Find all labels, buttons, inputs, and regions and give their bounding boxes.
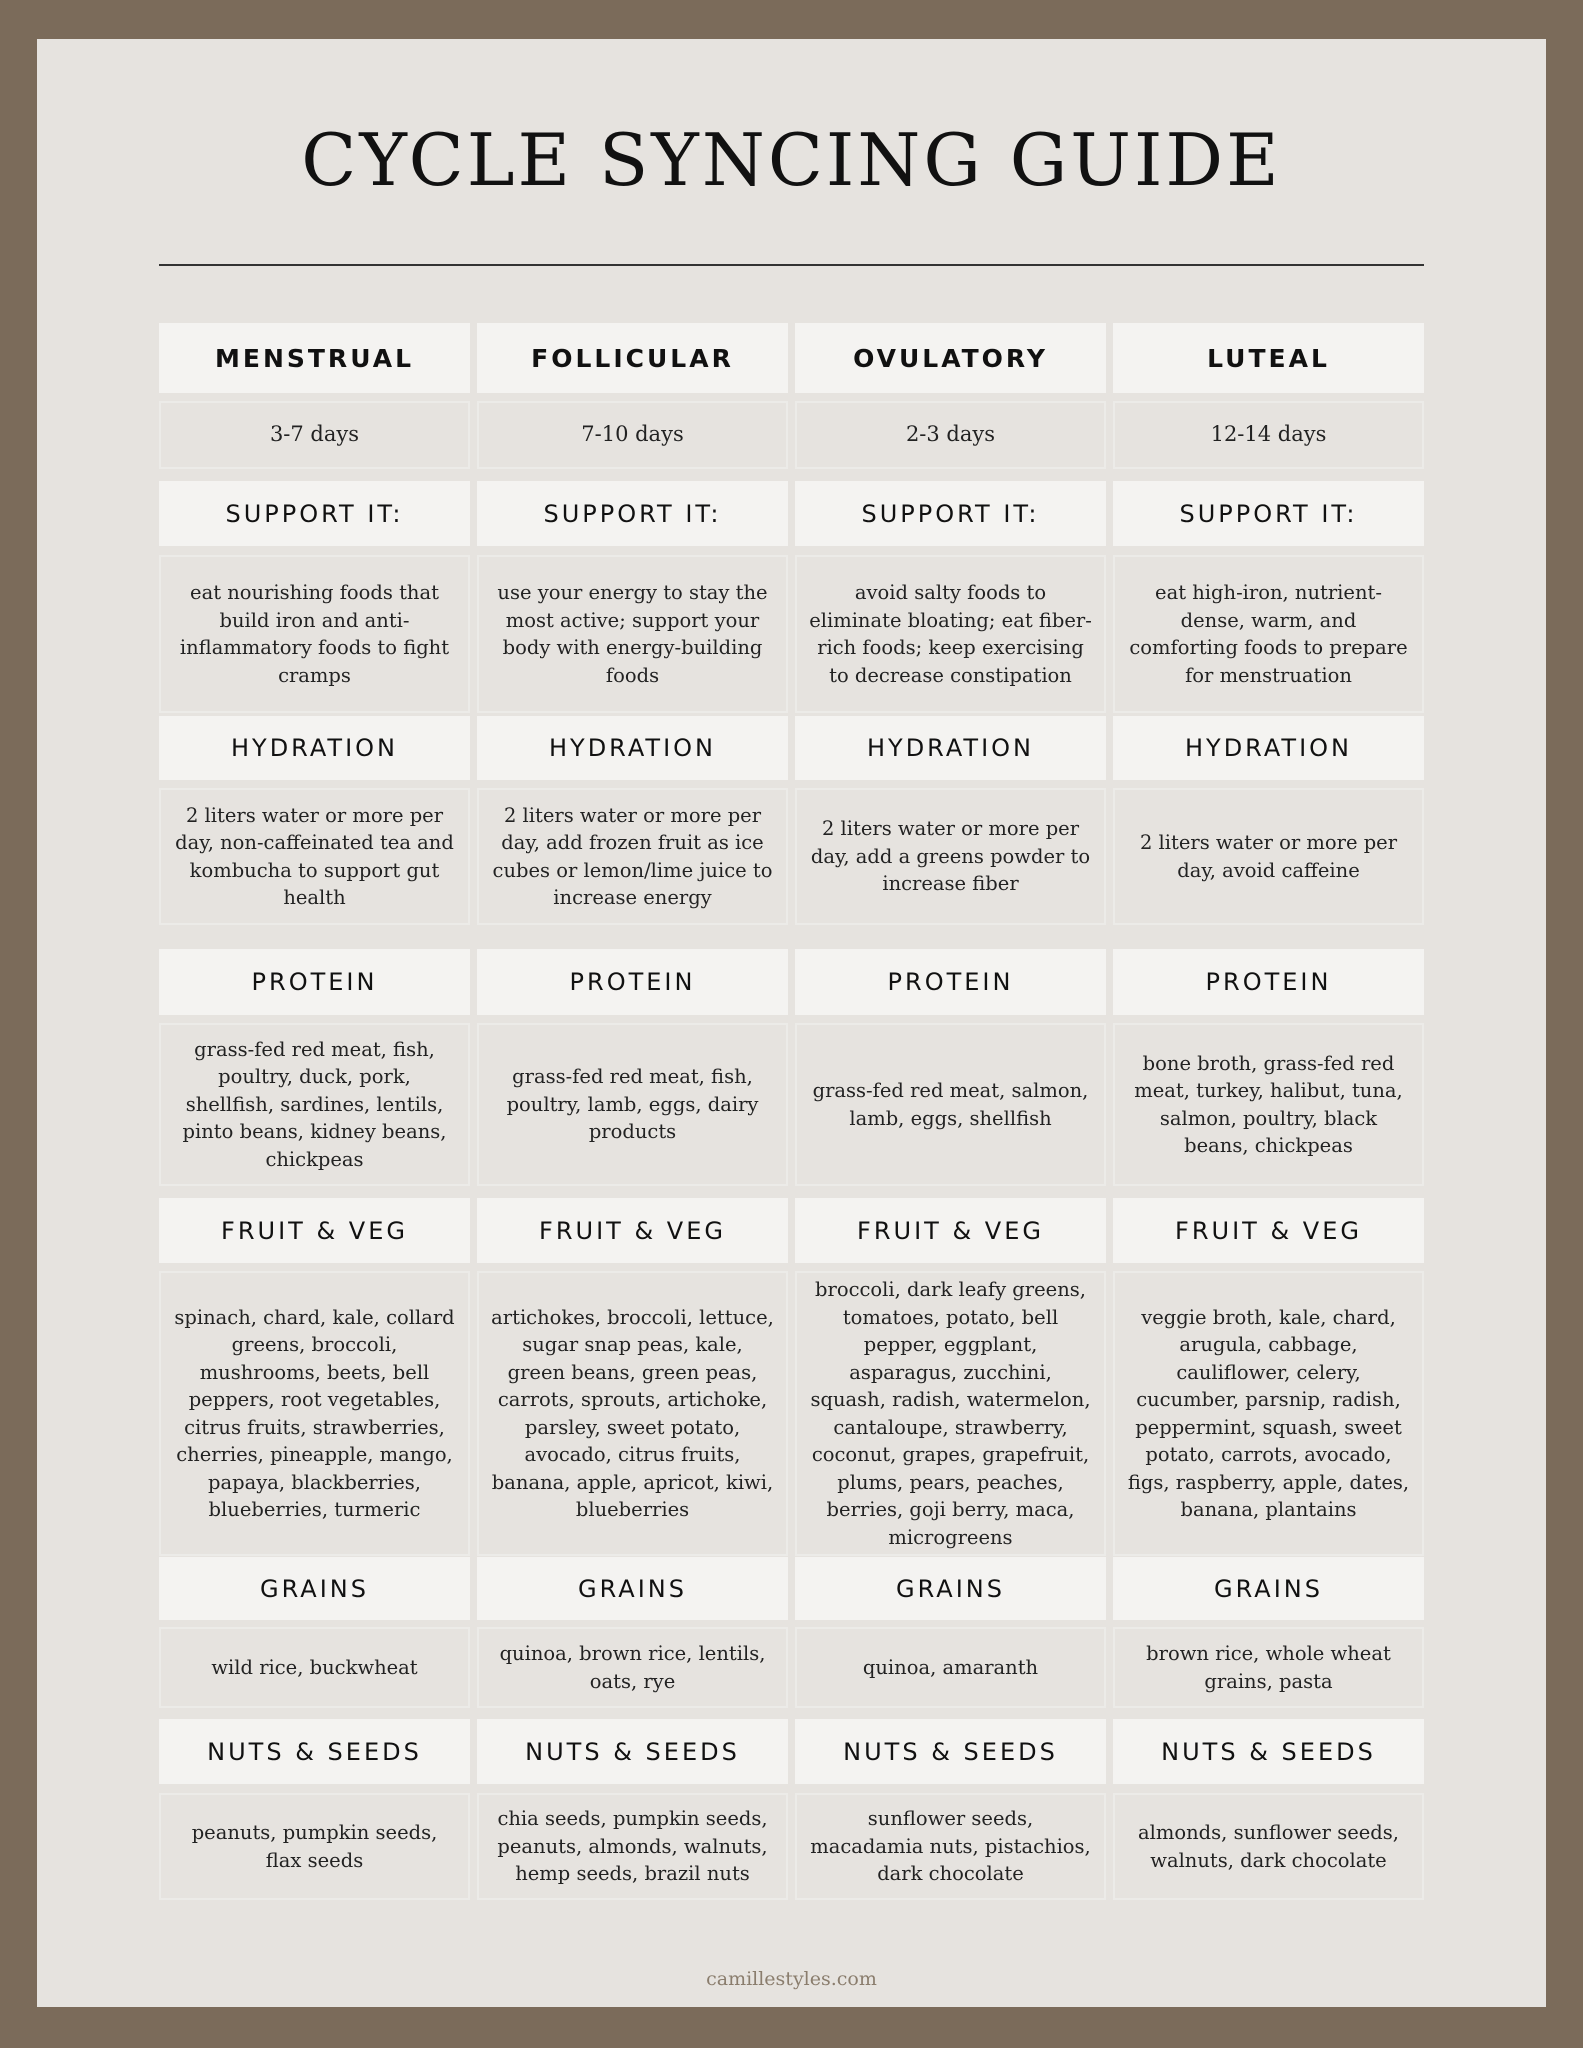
phase-header: LUTEAL [1113, 323, 1424, 393]
section-value-row [159, 1271, 1424, 1556]
phase-duration: 12-14 days [1113, 401, 1424, 469]
section-label: HYDRATION [1113, 716, 1424, 780]
section-value-row [159, 1793, 1424, 1900]
section-value: grass-fed red meat, salmon, lamb, eggs, shellfish [795, 1023, 1106, 1186]
section-label: SUPPORT IT: [795, 481, 1106, 546]
section-label: SUPPORT IT: [477, 481, 788, 546]
section-value: chia seeds, pumpkin seeds, peanuts, almonds, walnuts, hemp seeds, brazil nuts [477, 1793, 788, 1900]
section-label-row [159, 949, 1424, 1015]
section-label: SUPPORT IT: [159, 481, 470, 546]
section-value: bone broth, grass-fed red meat, turkey, halibut, tuna, salmon, poultry, black beans, chickpeas [1113, 1023, 1424, 1186]
section-label: FRUIT & VEG [477, 1198, 788, 1263]
section-value: grass-fed red meat, fish, poultry, duck, pork, shellfish, sardines, lentils, pinto beans, kidney beans, chickpeas [159, 1023, 470, 1186]
section-label: HYDRATION [159, 716, 470, 780]
section-value: spinach, chard, kale, collard greens, broccoli, mushrooms, beets, bell peppers, root vegetables, citrus fruits, strawberries, cherries, pineapple, mango, papaya, blackberries, blueberries, turmeric [159, 1271, 470, 1556]
section-value: quinoa, brown rice, lentils, oats, rye [477, 1627, 788, 1708]
phase-header: FOLLICULAR [477, 323, 788, 393]
section-value: eat nourishing foods that build iron and anti-inflammatory foods to fight cramps [159, 555, 470, 713]
section-label: GRAINS [477, 1557, 788, 1620]
section-label: SUPPORT IT: [1113, 481, 1424, 546]
section-label: GRAINS [159, 1557, 470, 1620]
section-value: sunflower seeds, macadamia nuts, pistachios, dark chocolate [795, 1793, 1106, 1900]
section-label: GRAINS [1113, 1557, 1424, 1620]
section-label-row [159, 1557, 1424, 1620]
title-divider [159, 264, 1424, 266]
phase-duration: 3-7 days [159, 401, 470, 469]
phase-duration-row [159, 401, 1424, 469]
section-label: NUTS & SEEDS [159, 1719, 470, 1784]
section-value: 2 liters water or more per day, add frozen fruit as ice cubes or lemon/lime juice to increase energy [477, 788, 788, 925]
phase-header: OVULATORY [795, 323, 1106, 393]
section-value-row [159, 788, 1424, 925]
section-label: FRUIT & VEG [159, 1198, 470, 1263]
section-value-row [159, 1023, 1424, 1186]
section-label-row [159, 1198, 1424, 1263]
section-label: FRUIT & VEG [795, 1198, 1106, 1263]
section-label-row [159, 716, 1424, 780]
section-label: PROTEIN [795, 949, 1106, 1015]
section-value: broccoli, dark leafy greens, tomatoes, potato, bell pepper, eggplant, asparagus, zucchini, squash, radish, watermelon, cantaloupe, strawberry, coconut, grapes, grapefruit, plums, pears, peaches, berries, goji berry, maca, microgreens [795, 1271, 1106, 1556]
section-value-row [159, 1627, 1424, 1708]
section-value: brown rice, whole wheat grains, pasta [1113, 1627, 1424, 1708]
section-label: PROTEIN [1113, 949, 1424, 1015]
section-value: avoid salty foods to eliminate bloating; eat fiber-rich foods; keep exercising to decrease constipation [795, 555, 1106, 713]
section-label: HYDRATION [795, 716, 1106, 780]
section-value: use your energy to stay the most active; support your body with energy-building foods [477, 555, 788, 713]
section-label: HYDRATION [477, 716, 788, 780]
section-value: artichokes, broccoli, lettuce, sugar snap peas, kale, green beans, green peas, carrots, sprouts, artichoke, parsley, sweet potato, avocado, citrus fruits, banana, apple, apricot, kiwi, blueberries [477, 1271, 788, 1556]
phase-duration: 2-3 days [795, 401, 1106, 469]
section-value: 2 liters water or more per day, add a greens powder to increase fiber [795, 788, 1106, 925]
section-value: grass-fed red meat, fish, poultry, lamb, eggs, dairy products [477, 1023, 788, 1186]
section-label: NUTS & SEEDS [1113, 1719, 1424, 1784]
section-value: 2 liters water or more per day, avoid caffeine [1113, 788, 1424, 925]
section-value: quinoa, amaranth [795, 1627, 1106, 1708]
phase-header: MENSTRUAL [159, 323, 470, 393]
section-label: NUTS & SEEDS [795, 1719, 1106, 1784]
footer-source: camillestyles.com [706, 1968, 877, 1990]
phase-header-row [159, 323, 1424, 393]
section-label: PROTEIN [159, 949, 470, 1015]
phase-duration: 7-10 days [477, 401, 788, 469]
section-value-row [159, 555, 1424, 713]
section-label: PROTEIN [477, 949, 788, 1015]
section-value: almonds, sunflower seeds, walnuts, dark chocolate [1113, 1793, 1424, 1900]
section-value: veggie broth, kale, chard, arugula, cabbage, cauliflower, celery, cucumber, parsnip, radish, peppermint, squash, sweet potato, carrots, avocado, figs, raspberry, apple, dates, banana, plantains [1113, 1271, 1424, 1556]
section-label: NUTS & SEEDS [477, 1719, 788, 1784]
section-value: eat high-iron, nutrient-dense, warm, and comforting foods to prepare for menstruation [1113, 555, 1424, 713]
section-label: GRAINS [795, 1557, 1106, 1620]
section-label: FRUIT & VEG [1113, 1198, 1424, 1263]
section-label-row [159, 481, 1424, 546]
section-label-row [159, 1719, 1424, 1784]
section-value: wild rice, buckwheat [159, 1627, 470, 1708]
section-value: peanuts, pumpkin seeds, flax seeds [159, 1793, 470, 1900]
page-title: CYCLE SYNCING GUIDE [301, 118, 1282, 202]
section-value: 2 liters water or more per day, non-caffeinated tea and kombucha to support gut health [159, 788, 470, 925]
